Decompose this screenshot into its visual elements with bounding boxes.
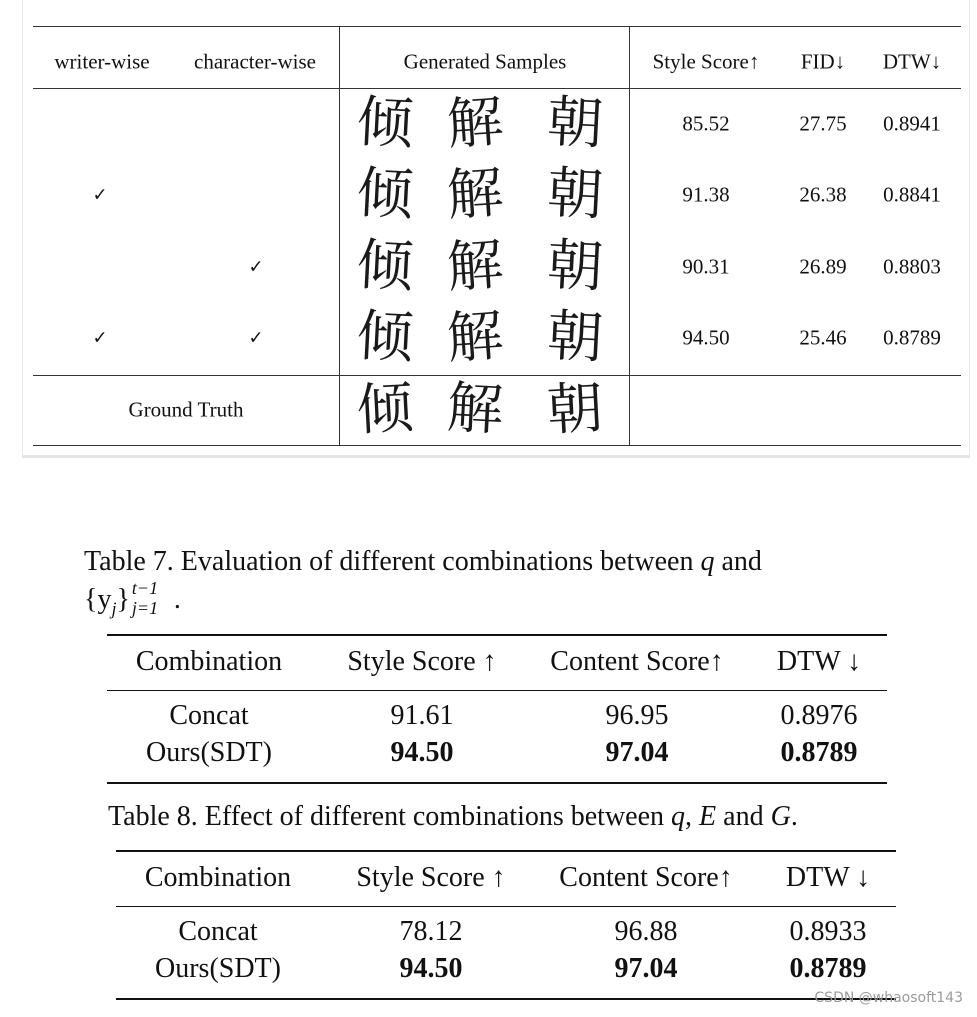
dtw-cell: 0.8789 [780,737,858,768]
generated-sample-char: 解 [444,160,506,229]
table-rule-bottom [33,445,961,446]
header-fid: FID↓ [800,49,846,74]
writer-check-mark: ✓ [92,184,108,206]
generated-sample-char: 倾 [355,303,415,372]
ground-truth-label: Ground Truth [128,397,244,422]
fid-cell: 26.89 [799,254,847,279]
ground-truth-char: 倾 [355,375,415,444]
content-score-cell: 97.04 [614,953,678,984]
generated-sample-char: 朝 [545,160,605,229]
fid-cell: 26.38 [799,182,847,207]
header-content-score: Content Score↑ [550,646,724,677]
style-score-cell: 90.31 [682,254,730,279]
combination-cell: Ours(SDT) [155,953,281,984]
dtw-cell: 0.8976 [780,700,858,731]
style-score-cell: 94.50 [399,953,463,984]
generated-sample-char: 倾 [355,232,415,301]
header-style-score: Style Score ↑ [356,862,506,893]
style-score-cell: 78.12 [399,916,463,947]
header-generated-samples: Generated Samples [403,49,567,74]
dtw-cell: 0.8941 [883,111,941,136]
table8 [116,850,896,1002]
header-dtw: DTW↓ [882,49,942,74]
dtw-cell: 0.8789 [789,953,867,984]
header-style-score: Style Score↑ [652,49,760,74]
content-score-cell: 96.88 [614,916,678,947]
table7 [107,634,887,786]
generated-sample-char: 解 [444,89,506,158]
dtw-cell: 0.8841 [883,182,941,207]
header-style-score: Style Score ↑ [347,646,497,677]
header-writer-wise: writer-wise [54,49,150,74]
character-check-mark: ✓ [248,256,264,278]
header-dtw: DTW ↓ [776,646,862,677]
generated-sample-char: 朝 [545,89,605,158]
generated-sample-char: 倾 [355,89,415,158]
header-combination: Combination [144,862,292,893]
character-check-mark: ✓ [248,327,264,349]
content-score-cell: 97.04 [605,737,669,768]
generated-sample-char: 朝 [545,303,605,372]
ground-truth-char: 解 [445,375,505,444]
content-score-cell: 96.95 [605,700,669,731]
table-divider-left [339,26,340,446]
generated-sample-char: 解 [444,232,506,301]
dtw-cell: 0.8803 [883,254,941,279]
dtw-cell: 0.8933 [789,916,867,947]
generated-sample-char: 解 [444,303,506,372]
table-rule-top [33,26,961,27]
fid-cell: 27.75 [799,111,847,136]
style-score-cell: 91.38 [682,182,730,207]
fid-cell: 25.46 [799,325,847,350]
style-score-cell: 85.52 [682,111,730,136]
table-divider-right [629,26,630,446]
generated-sample-char: 倾 [355,160,415,229]
header-dtw: DTW ↓ [785,862,871,893]
table7-caption-line2: $\{y_j\}$ t−1 j=1 . [84,578,181,619]
header-content-score: Content Score↑ [559,862,733,893]
header-combination: Combination [135,646,283,677]
combination-cell: Concat [169,700,249,731]
style-score-cell: 94.50 [682,325,730,350]
ground-truth-char: 朝 [545,375,605,444]
generated-sample-char: 朝 [545,232,605,301]
table8-caption: Table 8. Effect of different combinations between q, E and G. [108,801,798,832]
combination-cell: Concat [178,916,258,947]
style-score-cell: 91.61 [390,700,454,731]
combination-cell: Ours(SDT) [146,737,272,768]
dtw-cell: 0.8789 [883,325,941,350]
table7-caption-line1: Table 7. Evaluation of different combinations between q and [84,546,762,577]
table-rule-gt [33,375,961,376]
style-score-cell: 94.50 [390,737,454,768]
header-character-wise: character-wise [194,49,316,74]
watermark: CSDN @whaosoft143 [814,990,963,1006]
writer-check-mark: ✓ [92,327,108,349]
